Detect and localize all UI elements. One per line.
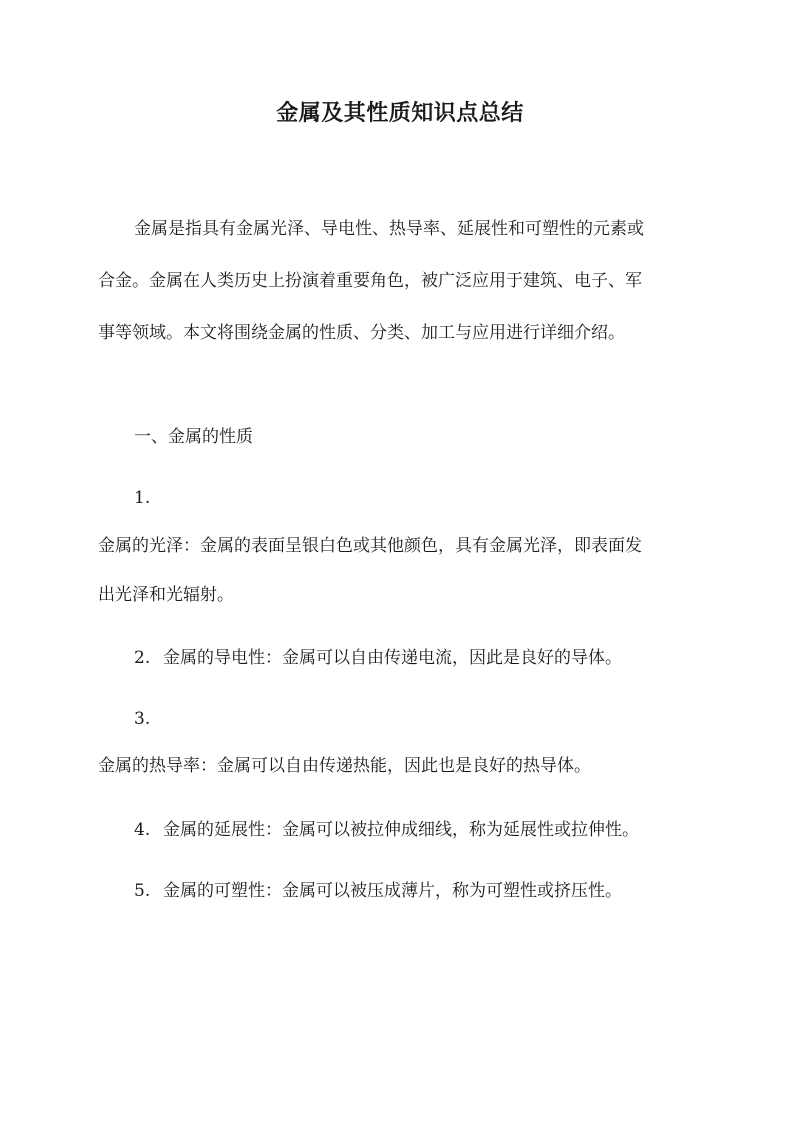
list-item-number-1: 1. <box>134 488 151 508</box>
list-item-number-4: 4. <box>134 820 151 840</box>
list-item-1-line-1: 金属的光泽：金属的表面呈银白色或其他颜色，具有金属光泽，即表面发 <box>98 536 642 556</box>
document-title: 金属及其性质知识点总结 <box>276 100 524 126</box>
list-item-number-5: 5. <box>134 881 151 901</box>
list-item-5-text: 金属的可塑性：金属可以被压成薄片，称为可塑性或挤压性。 <box>163 881 622 901</box>
list-item-3-text: 金属的热导率：金属可以自由传递热能，因此也是良好的热导体。 <box>98 756 591 776</box>
intro-line-2: 合金。金属在人类历史上扮演着重要角色，被广泛应用于建筑、电子、军 <box>98 271 642 291</box>
list-item-number-2: 2. <box>134 648 151 668</box>
section-heading: 一、金属的性质 <box>134 427 253 447</box>
list-item-2-text: 金属的导电性：金属可以自由传递电流，因此是良好的导体。 <box>163 648 622 668</box>
list-item-number-3: 3. <box>134 709 151 729</box>
list-item-4-text: 金属的延展性：金属可以被拉伸成细线，称为延展性或拉伸性。 <box>163 820 639 840</box>
list-item-1-line-2: 出光泽和光辐射。 <box>98 585 234 605</box>
intro-line-3: 事等领域。本文将围绕金属的性质、分类、加工与应用进行详细介绍。 <box>98 323 625 343</box>
intro-line-1: 金属是指具有金属光泽、导电性、热导率、延展性和可塑性的元素或 <box>134 219 644 239</box>
